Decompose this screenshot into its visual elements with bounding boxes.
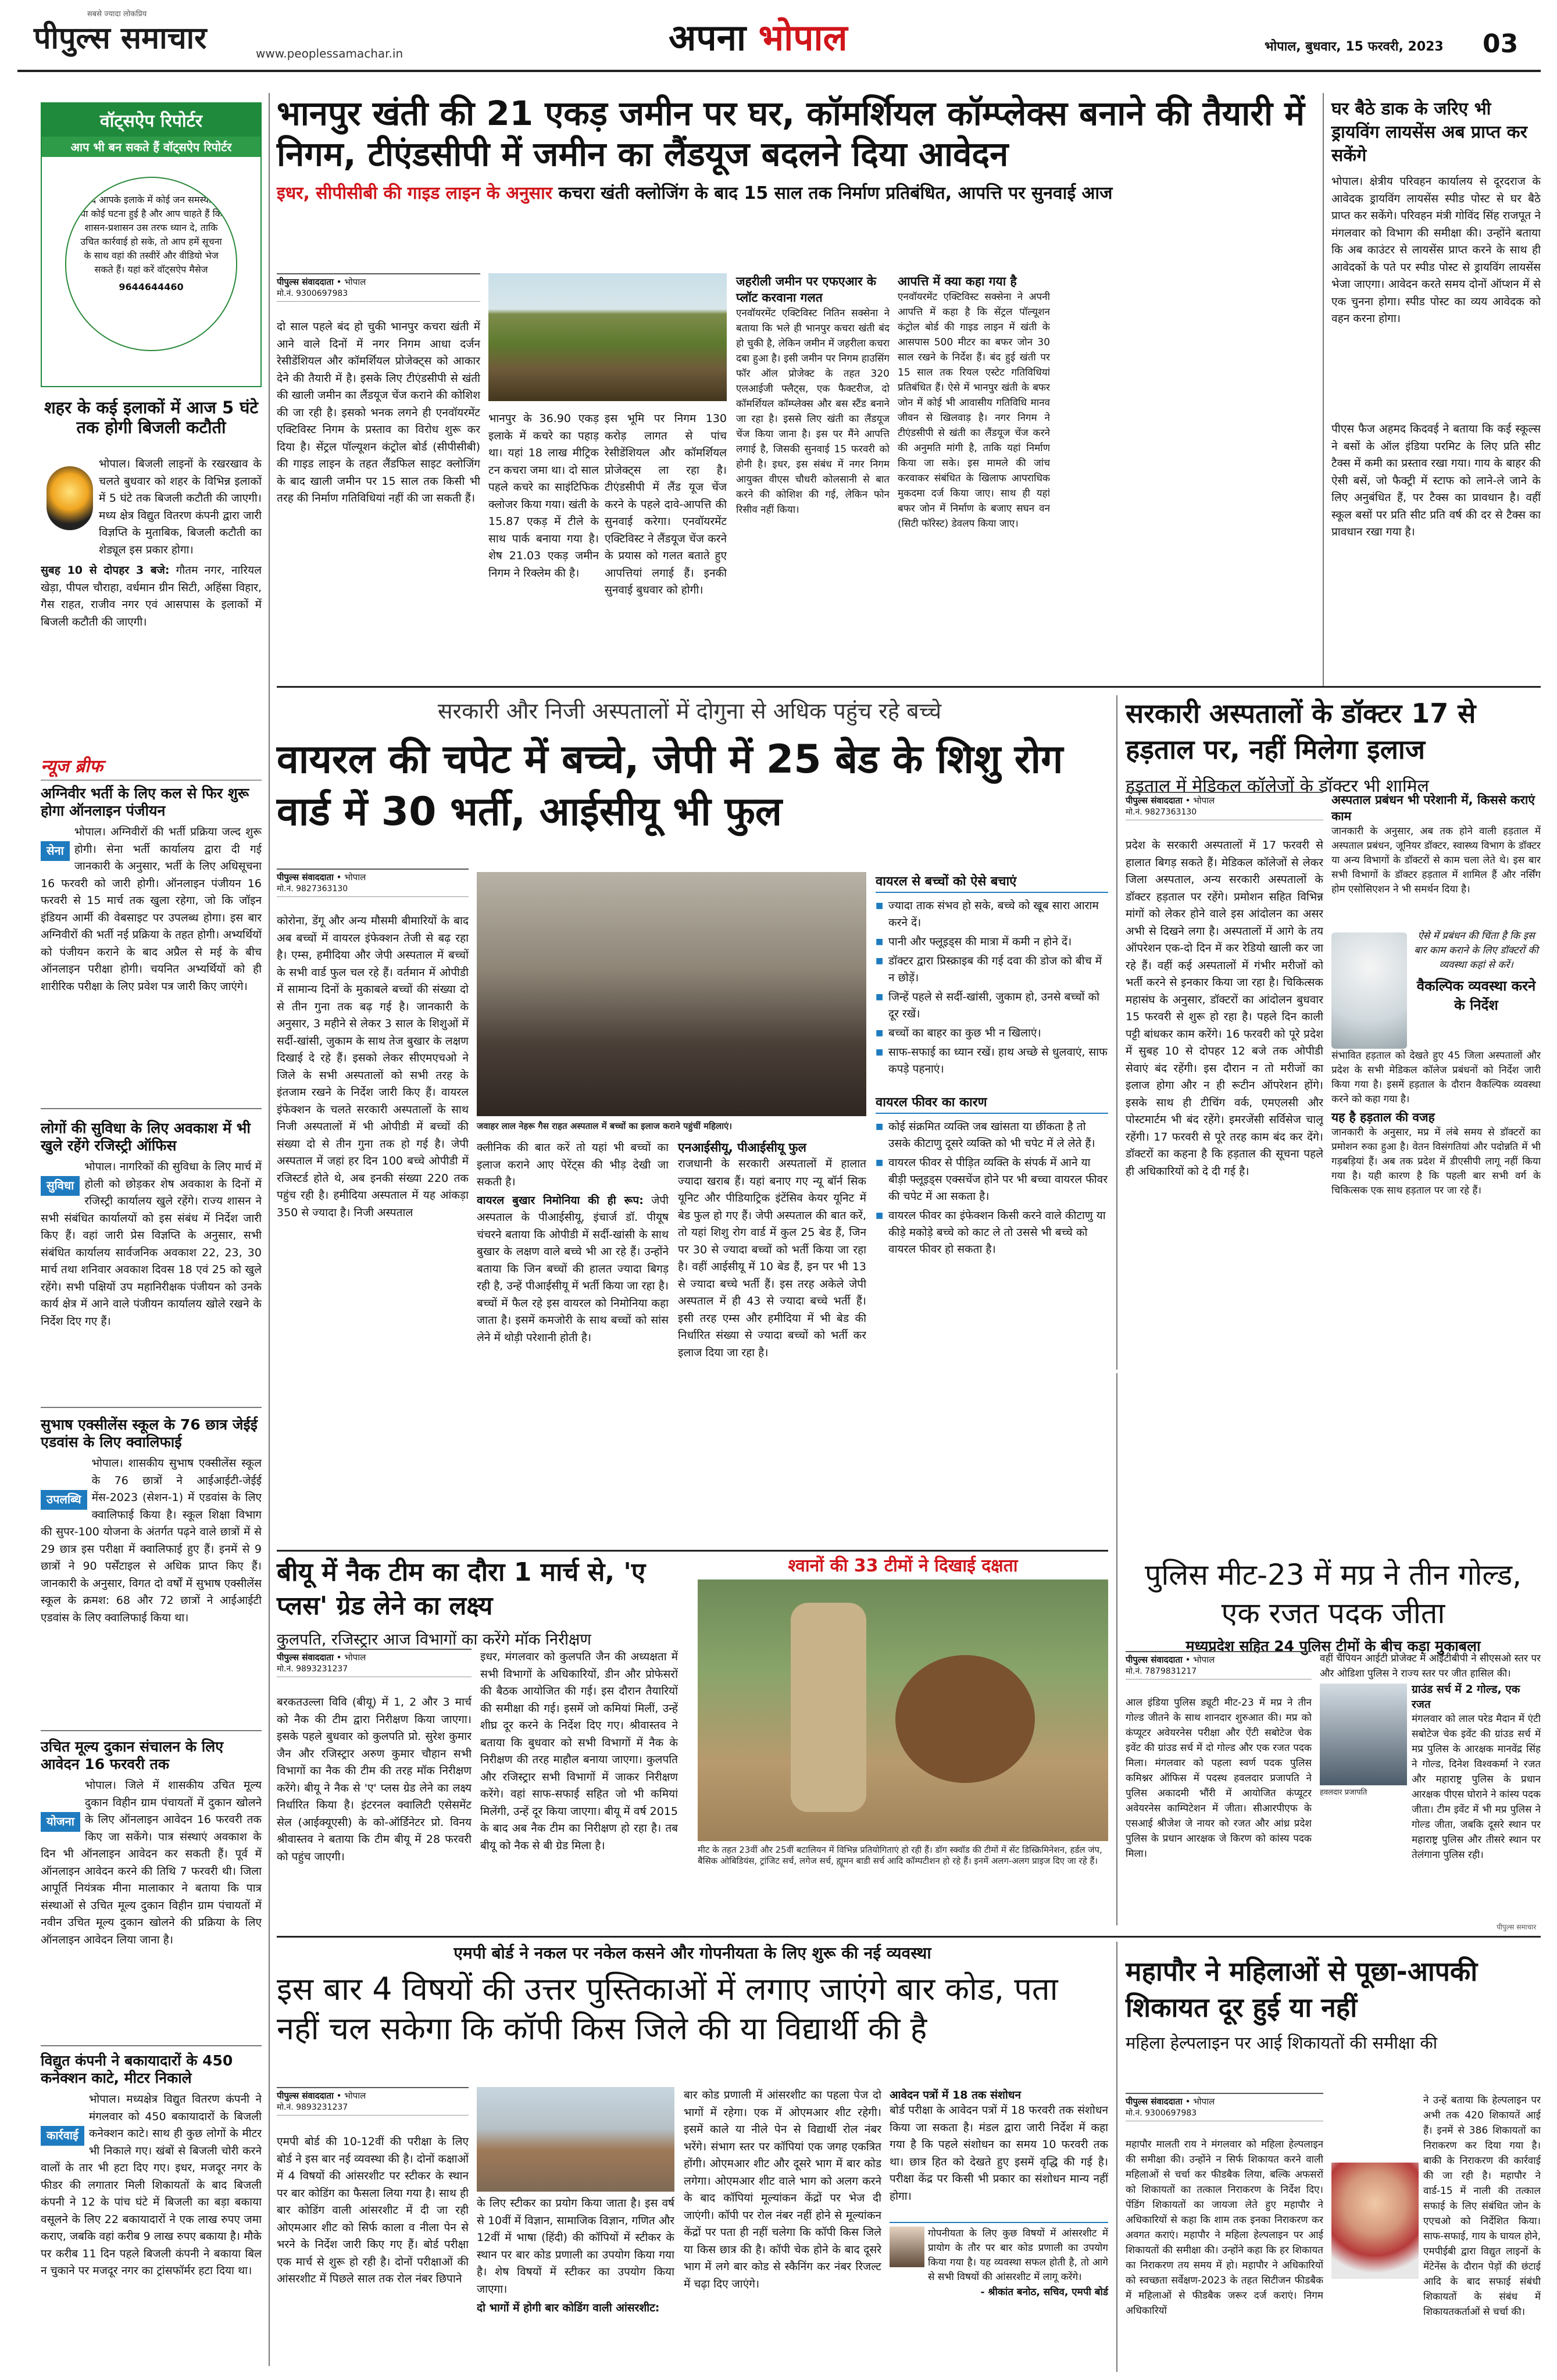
section-title (669, 17, 848, 58)
board-byline-mobile: मो.नं. 9893231237 (277, 2103, 348, 2112)
power-cut-time: सुबह 10 से दोपहर 3 बजे: (41, 564, 170, 577)
brief-registry-body (41, 1159, 262, 1403)
viral-tips-title: वायरल से बच्चों को ऐसे बचाएं (876, 872, 1108, 893)
brief-agniveer (41, 785, 262, 1105)
mayor-deck: महिला हेल्पलाइन पर आई शिकायतों की समीक्षा की (1126, 2033, 1438, 2053)
lead-col1: दो साल पहले बंद हो चुकी भानपुर कचरा खंती में आने वाले दिनों में नगर निगम आधा दर्जन रेसीडेंशियल और कॉमर्शियल प्रोजेक्ट्स को आकार देने की तैयारी में है। इसके लिए टीएंडसीपी से खंती की खाली जमीन का लैंडयूज चेंज कराने की कोशिश की जा रही है। इसको भनक लगने ही एनवॉयरमेंट एक्टिविस्ट निगम के प्रस्ताव का विरोध शुरू कर दिया है। सेंट्रल पॉल्यूशन कंट्रोल बोर्ड (सीपीसीबी) की गाइड लाइन के तहत लैंडफिल साइट क्लोजिंग के बाद खाली जमीन पर 15 साल तक किसी भी तरह की निर्माण गतिविधियां नहीं की जा सकती हैं। (277, 320, 480, 505)
lead-byline-city: भोपाल (344, 277, 366, 287)
viral-byline-mobile: मो.नं. 9827363130 (277, 884, 348, 894)
lead-photo (488, 273, 727, 401)
viral-tip-item: ■ डॉक्टर द्वारा प्रिस्क्राइब की गई दवा की डोज को बीच में न छोड़ें। (876, 953, 1108, 987)
divider (41, 2045, 262, 2046)
viral-sub2: एनआईसीयू, पीआईसीयू फुल (678, 1141, 806, 1155)
lead-byline-mobile: मो.नं. 9300697983 (277, 289, 348, 298)
mayor-col2 (1331, 2093, 1541, 2372)
power-cut-story (41, 398, 262, 746)
dl-body2: पीएस फैज अहमद किदवई ने बताया कि कई स्कूल्स ने बसों के ऑल इंडिया परमिट के लिए प्रति सीट टैक्स में कमी का प्रस्ताव रखा गया। गाय के बाहर की ऐसी बसें, जो फैक्ट्री में स्टाफ को लाने-ले जाने के लिए अनुबंधित हैं, पर टैक्स का प्रावधान है। वहीं स्कूल बसों पर प्रति सीट प्रति वर्ष की दर से टैक्स का प्रावधान रखा गया है। (1331, 423, 1541, 538)
viral-causes-title: वायरल फीवर का कारण (876, 1093, 1108, 1114)
viral-cause-item: ■ वायरल फीवर से पीड़ित व्यक्ति के संपर्क में आने या बीड़ी फ्लूइड्स एक्सचेंज होने पर भी बच्चा वायरल फीवर की चपेट में आ सकता है। (876, 1155, 1108, 1205)
brief-registry (41, 1120, 262, 1405)
police-photo-caption: हवलदार प्रजापति (1320, 1788, 1367, 1797)
brief-subhash (41, 1416, 262, 1724)
dl-body: भोपाल। क्षेत्रीय परिवहन कार्यालय से दूरदराज के आवेदक ड्रायविंग लायसेंस स्पीड पोस्ट से घर बैठे प्राप्त कर सकेंगे। परिवहन मंत्री गोविंद सिंह राजपूत ने मंगलवार को विभाग की समीक्षा की। उन्होंने बताया कि अब काउंटर से लायसेंस प्राप्त करने के साथ ही आवेदकों के पते पर स्पीड पोस्ट से ड्रायविंग लायसेंस भेजा जाएगा। आवेदन करते समय दोनों ऑप्शन में से एक चुनना होगा। स्पीड पोस्ट का व्यय आवेदक को वहन करना होगा। (1331, 175, 1541, 325)
strike-sub3: यह है हड़ताल की वजह (1331, 1110, 1435, 1124)
strike-col4-text: जानकारी के अनुसार, मप्र में लंबे समय से डॉक्टरों का प्रमोशन रुका हुआ है। वेतन विसंगतियां और पदोन्नति में भी गड़बड़ियां हैं। अब तक प्रदेश में डीएसीपी लागू नहीं किया गया है। यही कारण है कि पहली बार सभी वर्ग के चिकित्सक एक साथ हड़ताल पर जा रहे हैं। (1331, 1127, 1541, 1196)
viral-tip-item: ■ पानी और फ्लूइड्स की मात्रा में कमी न होने दें। (876, 934, 1108, 950)
divider (41, 1407, 262, 1408)
brief-electricity-title: विद्युत कंपनी ने बकायादारों के 450 कनेक्शन काटे, मीटर निकाले (41, 2052, 233, 2086)
board-quote-by: - श्रीकांत बनोठ, सचिव, एमपी बोर्ड (980, 2286, 1108, 2298)
police-col1: आल इंडिया पुलिस ड्यूटी मीट-23 में मप्र ने तीन गोल्ड जीतने के साथ शानदार शुरुआत की। मप्र को कंप्यूटर अवेयरनेस परीक्षा और ऐंटी सबोटेज चेक इवेंट की ग्रांउड सर्च में दो गोल्ड और एक रजत पदक मिला। मंगलवार को पहला स्वर्ण पदक पुलिस कमिश्नर ऑफिस में पदस्थ हवलदार प्रजापति ने पुलिस अकादमी भौंरी में आयोजित कंप्यूटर अवेयरनेस काम्पिटेशन में जीता। सीआरपीएफ के एसआई श्रीजेश जे नायर को रजत और आंध्र प्रदेश पुलिस के प्रधान आरक्षक जे किरण को कांस्य पदक मिला। (1126, 1697, 1312, 1860)
dl-headline: घर बैठे डाक के जरिए भी ड्रायविंग लायसेंस अब प्राप्त कर सकेंगे (1331, 99, 1527, 166)
lead-deck-red: इधर, सीपीसीबी की गाइड लाइन के अनुसार (277, 183, 552, 203)
viral-tips-box (876, 872, 1108, 1541)
viral-sub1: वायरल बुखार निमोनिया की ही रूप: (477, 1193, 644, 1207)
viral-col2b-text: जेपी अस्पताल के पीआईसीयू, इंचार्ज डॉ. पीयूष चंचरने बताया कि ओपीडी में सर्दी-खांसी के साथ बुखार के लक्षण वाले बच्चे भी आ रहे हैं। उन्होंने बताया कि जिन बच्चों की हालत ज्यादा बिगड़ रही है, उन्हें पीआईसीयू में भर्ती किया जा रहा है। बच्चों में फैल रहे इस वायरल को निमोनिया कहा जाता है। इसमें कमजोरी के साथ बच्चों को सांस लेने में थोड़ी परेशानी होती है। (477, 1193, 669, 1344)
board-byline: पीपुल्स संवाददाता • भोपाल मो.नं. 9893231237 (277, 2087, 469, 2115)
lead-sub2: आपत्ति में क्या कहा गया है (898, 274, 1017, 288)
dateline: भोपाल, बुधवार, 15 फरवरी, 2023 (1265, 40, 1444, 54)
brief-ration-body (41, 1777, 262, 2033)
column-rule (269, 93, 270, 2366)
board-col1: एमपी बोर्ड की 10-12वीं की परीक्षा के लिए बोर्ड ने इस बार नई व्यवस्था की है। दोनों कक्षाओं में 4 विषयों की आंसरशीट पर स्टीकर के स्थान पर बार कोडिंग का फैसला लिया गया है। साथ ही बार कोडिंग वाली आंसरशीट में दी जा रही ओएमआर शीट को सिर्फ काला व नीला पेन से भरने के निर्देश जारी किए गए हैं। बोर्ड परीक्षा एक मार्च से शुरू हो रही है। दोनों परीक्षाओं की आंसरशीट में पिछले साल तक रोल नंबर छिपाने (277, 2135, 469, 2285)
viral-col1: कोरोना, डेंगू और अन्य मौसमी बीमारियों के बाद अब बच्चों में वायरल इंफेक्शन तेजी से बढ़ रहा है। एम्स, हमीदिया और जेपी अस्पताल में बच्चों के सभी वार्ड फुल चल रहे हैं। वर्तमान में ओपीडी में सामान्य दिनों के मुकाबले बच्चों की संख्या दो से तीन गुना तक बढ़ गई है। जानकारी के अनुसार, 3 महीने से लेकर 3 साल के शिशुओं में सर्दी-खांसी, जुकाम के साथ तेज बुखार के लक्षण दिखाई दे रहे हैं। इसको लेकर सीएमएचओ ने जिले के सभी अस्पतालों को सभी तरह के इंतजाम रखने के निर्देश जारी किए हैं। वायरल इंफेक्शन के चलते सरकारी अस्पतालों के साथ निजी अस्पतालों में भी ओपीडी में बच्चों की संख्या दो से तीन गुना तक हो गई है। जेपी अस्पताल में जहां हर दिन 100 बच्चे ओपीडी में रजिस्टर्ड होते थे, अब इनकी संख्या 220 तक पहुंच रही है। हमीदिया अस्पताल में यह आंकड़ा 350 से ज्यादा है। निजी अस्पताल (277, 914, 469, 1219)
board-col2 (477, 2087, 674, 2372)
board-sub1: दो भागों में होगी बार कोडिंग वाली आंसरशीट: (477, 2302, 660, 2314)
bu-col2: इधर, मंगलवार को कुलपति जैन की अध्यक्षता में सभी विभागों के अधिकारियों, डीन और प्रोफेसरों की बैठक आयोजित की गई। इस दौरान तैयारियों की समीक्षा की गई। इसमें जो कमियां मिलीं, उन्हें शीघ्र दूर करने के निर्देश दिए गए। श्रीवास्तव ने बताया कि बुधवार को सभी विभागों में नैक के निरीक्षण की तरह माहौल बनाया जाएगा। कुलपति और रजिस्ट्रार सभी विभागों में जाकर निरीक्षण करेंगे। वहां साफ-सफाई सहित जो भी कमियां मिलेंगी, उन्हें दूर किया जाएगा। बीयू में वर्ष 2015 के बाद अब नैक टीम का निरीक्षण हो रहा है। तब बीयू को नैक से बी ग्रेड मिला है। (480, 1650, 678, 1852)
viral-cause-item: ■ कोई संक्रमित व्यक्ति जब खांसता या छींकता है तो उसके कीटाणु दूसरे व्यक्ति को भी चपेट में ले लेते हैं। (876, 1118, 1108, 1152)
board-quote-box (890, 2222, 1108, 2298)
viral-byline-name: पीपुल्स संवाददाता (277, 872, 334, 882)
brief-electricity-text: भोपाल। मध्यक्षेत्र विद्युत वितरण कंपनी ने मंगलवार को 450 बकायादारों के बिजली कनेक्शन काटे। साथ ही कुछ लोगों के मीटर भी निकाले गए। खंबों से बिजली चोरी करने वालों के तार भी हटा दिए गए। इधर, मजदूर नगर के फीडर की लगातार मिली शिकायतों के बाद बिजली कंपनी ने 12 के पांच घंटे में बिजली का बड़ा बकाया वसूलने के लिए 22 बकायादारों ने एक लाख रुपए जमा कराए, जबकि वहां करीब 9 लाख रुपए बकाया है। मौके पर करीब 11 दिन पहले बिजली कंपनी ने बकाया बिल न चुकाने पर मजदूर नगर का ट्रांसफॉर्मर हटा दिया था। (41, 2093, 262, 2277)
lead-sub1: जहरीली जमीन पर एफएआर के प्लॉट करवाना गलत (736, 274, 877, 305)
board-col3 (890, 2087, 1108, 2372)
lead-col5 (898, 273, 1050, 657)
strike-col1: प्रदेश के सरकारी अस्पतालों में 17 फरवरी से हालात बिगड़ सकते हैं। मेडिकल कॉलेजों से लेकर जिला अस्पताल, अन्य सरकारी अस्पतालों के डॉक्टर हड़ताल पर रहेंगे। प्रमोशन सहित विभिन्न मांगों को लेकर होने वाले इस आंदोलन का असर अभी से दिखने लगा है। अस्पतालों में आगे के तय ऑपरेशन एक-दो दिन में कर रेडियो खाली कर जा रहे हैं। वहीं कई अस्पतालों में गंभीर मरीजों को भर्ती करने से इनकार किया जा रहा है। चिकित्सक महासंघ के अनुसार, डॉक्टरों का आंदोलन बुधवार 15 फरवरी से शुरू हो रहा है। पहले दिन काली पट्टी बांधकर काम करेंगे। 16 फरवरी को पूरे प्रदेश में सुबह 10 से दोपहर 12 बजे तक ओपीडी सेवाएं बंद रहेंगी। इस दौरान न तो मरीजों का इलाज होगा और न ही रूटीन ऑपरेशन होंगे। इसके साथ ही टीचिंग वर्क, एमएलसी और पोस्टमार्टम भी बंद रहेंगे। इमरजेंसी सर्विसेज चालू रहेंगी। 17 फरवरी से पूरे तरह काम बंद कर देंगे। डॉक्टरों का कहना है कि हड़ताल की सूचना पहले ही अधिकारियों को दे दी गई है। (1126, 839, 1323, 1178)
dogs-caption: मीट के तहत 23वीं और 25वीं बटालियन में विभिन्न प्रतियोगिताएं हो रही हैं। डॉग स्क्वॉड की टीमों में सेंट डिस्क्रिमिनेशन, हर्डल जंप, बैसिक ओबिडियंस, ट्रांजिट सर्च, लगेज सर्च, ह्यूमन बाडी सर्च आदि कॉम्पटीशन हो रहे हैं। इनमें अलग-अलग प्राइज दिए जा रहे हैं। (698, 1845, 1102, 1867)
police-byline-mobile: मो.नं. 7879831217 (1126, 1667, 1197, 1676)
brief-ration-tag: योजना (41, 1812, 80, 1832)
board-byline-name: पीपुल्स संवाददाता (277, 2090, 334, 2101)
lead-headline: भानपुर खंती की 21 एकड़ जमीन पर घर, कॉमर्शियल कॉम्प्लेक्स बनाने की तैयारी में निगम, टीएंडसीपी में जमीन का लैंडयूज बदलने दिया आवेदन (277, 94, 1305, 174)
brief-subhash-title: सुभाष एक्सीलेंस स्कूल के 76 छात्र जेईई एडवांस के लिए क्वालिफाई (41, 1416, 258, 1450)
police-col2-text: वहीं चैंपियन आईटी प्रोजेक्ट में आईटीबीपी ने सीएसओ स्तर पर और ओडिशा पुलिस ने राज्य स्तर पर जीत हासिल की। (1320, 1653, 1541, 1679)
board-quote: गोपनीयता के लिए कुछ विषयों में आंसरशीट में प्रायोग के तौर पर बार कोड प्रणाली का उपयोग किया गया है। यह व्यवस्था सफल होती है, तो आगे से सभी विषयों की आंसरशीट में लागू करेंगे। (928, 2228, 1108, 2283)
dogs-headline: श्वानों की 33 टीमों ने दिखाई दक्षता (788, 1556, 1018, 1576)
bu-byline-name: पीपुल्स संवाददाता (277, 1652, 334, 1663)
brief-agniveer-tag: सेना (41, 841, 70, 861)
mayor-col2-text: ने उन्हें बताया कि हेल्पलाइन पर अभी तक 420 शिकायतें आई हैं। इनमें से 386 शिकायतों का निराकरण कर दिया गया है। बाकी के निराकरण की कार्रवाई की जा रही है। महापौर ने वार्ड-15 में नाली की तत्काल सफाई के लिए संबंधित जोन के एएचओ को निर्देशित किया। साफ-सफाई, गाय के घायल होने, एमपीईबी द्वारा विद्युत लाइनों के मेंटेनेंस के दौरान पेड़ों की छंटाई आदि के बाद सफाई संबंधी शिकायतों के संबंध में शिकायतकर्ताओं से चर्चा की। (1423, 2095, 1541, 2318)
dl-story (1331, 98, 1541, 685)
strike-byline: पीपुल्स संवाददाता • भोपाल मो.नं. 9827363130 (1126, 792, 1323, 820)
brief-ration-text: भोपाल। जिले में शासकीय उचित मूल्य दुकान विहीन ग्राम पंचायतों में दुकान खोलने के लिए ऑनलाइन आवेदन 16 फरवरी तक किए जा सकेंगे। पात्र संस्थाएं अवकाश के दिन भी ऑनलाइन आवेदन कर सकती हैं। पूर्व में ऑनलाइन आवेदन करने की तिथि 7 फरवरी थी। जिला आपूर्ति नियंत्रक मीना मालाकार ने बताया कि पात्र संस्थाओं से उचित मूल्य दुकान विहीन ग्राम पंचायतों में नवीन उचित मूल्य दुकान खोलने की प्रक्रिया के लिए ऑनलाइन आवेदन लिया जाना है। (41, 1779, 262, 1946)
board-headline: इस बार 4 विषयों की उत्तर पुस्तिकाओं में लगाए जाएंगे बार कोड, पता नहीं चल सकेगा कि कॉपी किस जिले की या विद्यार्थी की है (277, 1971, 1058, 2047)
police-byline-name: पीपुल्स संवाददाता (1126, 1654, 1183, 1665)
viral-col2 (477, 1139, 669, 1546)
brief-registry-tag: सुविधा (41, 1176, 80, 1196)
police-photo (1320, 1684, 1407, 1797)
viral-tip-item: ■ साफ-सफाई का ध्यान रखें। हाथ अच्छे से धुलवाएं, साफ कपड़े पहनाएं। (876, 1044, 1108, 1078)
strike-sub2: वैकल्पिक व्यवस्था करने के निर्देश (1416, 978, 1536, 1013)
viral-overline: सरकारी और निजी अस्पतालों में दोगुना से अधिक पहुंच रहे बच्चे (437, 698, 942, 724)
strike-byline-name: पीपुल्स संवाददाता (1126, 795, 1183, 806)
mayor-byline: पीपुल्स संवाददाता • भोपाल मो.नं. 9300697983 (1126, 2093, 1323, 2121)
police-headline: पुलिस मीट-23 में मप्र ने तीन गोल्ड, एक रजत पदक जीता (1144, 1558, 1522, 1630)
strike-col3-text: संभावित हड़ताल को देखते हुए 45 जिला अस्पतालों और प्रदेश के सभी मेडिकल कॉलेज प्रबंधनों को निर्देश जारी किया गया है। इसमें हड़ताल के दौरान वैकल्पिक व्यवस्था करने को कहा गया है। (1331, 1050, 1541, 1105)
power-cut-headline: शहर के कई इलाकों में आज 5 घंटे तक होगी बिजली कटौती (44, 398, 259, 438)
board-sub2: आवेदन पत्रों में 18 तक संशोधन (890, 2089, 1022, 2102)
viral-byline: पीपुल्स संवाददाता • भोपाल मो.नं. 9827363130 (277, 869, 469, 897)
viral-photo (477, 872, 866, 1116)
brief-agniveer-text: भोपाल। अग्निवीरों की भर्ती प्रक्रिया जल्द शुरू होगी। सेना भर्ती कार्यालय द्वारा दी गई जानकारी के अनुसार, भर्ती के लिए अधिसूचना 16 फरवरी को जारी होगी। ऑनलाइन पंजीयन 16 फरवरी से 15 मार्च तक खुला रहेगा, जो कि जॉइन इंडियन आर्मी की वेबसाइट पर उपलब्ध होगा। इस बार अग्निवीरों की भर्ती नई प्रक्रिया के तहत होगी। अभ्यर्थियों को पंजीयन कराने के बाद अप्रैल से मई के बीच ऑनलाइन परीक्षा होगी। चयनित अभ्यर्थियों को ही शारीरिक परीक्षा के लिए प्रवेश पत्र जारी किए जाएंगे। (41, 826, 262, 993)
lead-deck-text: कचरा खंती क्लोजिंग के बाद 15 साल तक निर्माण प्रतिबंधित, आपत्ति पर सुनवाई आज (558, 183, 1113, 203)
viral-headline: वायरल की चपेट में बच्चे, जेपी में 25 बेड के शिशु रोग वार्ड में 30 भर्ती, आईसीयू भी फुल (277, 737, 1063, 835)
viral-col2-text: क्लीनिक की बात करें तो यहां भी बच्चों का इलाज कराने आए पेरेंट्स की भीड़ देखी जा सकती है। (477, 1141, 669, 1188)
brief-registry-text: भोपाल। नागरिकों की सुविधा के लिए मार्च में होली को छोड़कर शेष अवकाश के दिनों में रजिस्ट्री कार्यालय खुले रहेंगे। राज्य शासन ने सभी संबंधित कार्यालयों को इस संबंध में निर्देश जारी किए हैं। वहां जारी प्रेस विज्ञप्ति के अनुसार, सभी संबंधित कार्यालय सार्वजनिक अवकाश 22, 23, 30 मार्च तथा शनिवार अवकाश दिवस 18 एवं 25 को खुले रहेंगे। सभी पक्षियों उप महानिरीक्षक पंजीयन को उनके कार्य क्षेत्र में आने वाले पंजीयन कार्यालय खोले रखने के निर्देश दिए गए हैं। (41, 1160, 262, 1328)
section-rule (277, 686, 1541, 688)
divider (41, 1108, 262, 1109)
mayor-headline: महापौर ने महिलाओं से पूछा-आपकी शिकायत दूर हुई या नहीं (1126, 1956, 1478, 2023)
viral-col3 (678, 1139, 866, 1546)
news-brief-label: न्यूज ब्रीफ (41, 753, 262, 781)
viral-tip-item: ■ ज्यादा ताक संभव हो सके, बच्चे को खूब सारा आराम करने दें। (876, 898, 1108, 931)
brand-tagline: सबसे ज्यादा लोकप्रिय (87, 10, 147, 19)
mayor-col1: महापौर मालती राय ने मंगलवार को महिला हेल्पलाइन की समीक्षा की। उन्होंने न सिर्फ शिकायत करने वाली महिलाओं से चर्चा कर फीडबैक लिया, बल्कि अफसरों को शिकायतों का तत्काल निराकरण के निर्देश दिए। पेंडिंग शिकायतों का जायजा लेते हुए महापौर ने अधिकारियों से कहा कि शाम तक इनका निराकरण कर अवगत कराएं। महापौर ने महिला हेल्पलाइन पर आई शिकायतों की समीक्षा की। उन्होंने कहा कि हर शिकायत का निराकरण तय समय में हो। महापौर ने अधिकारियों को स्वच्छता सर्वेक्षण-2023 के तहत सिटीजन फीडबैक में महिलाओं से फीडबैक जरूर दर्ज कराएं। निगम अधिकारियों (1126, 2139, 1323, 2317)
page-number: 03 (1483, 29, 1519, 59)
board-byline-city: भोपाल (344, 2090, 366, 2101)
mayor-byline-city: भोपाल (1193, 2096, 1215, 2107)
viral-caption: जवाहर लाल नेहरू गैस राहत अस्पताल में बच्चों का इलाज कराने पहुंचीं महिलाएं। (477, 1121, 733, 1131)
viral-byline-city: भोपाल (344, 872, 366, 882)
board-overline: एमपी बोर्ड ने नकल पर नकेल कसने और गोपनीयता के लिए शुरू की नई व्यवस्था (453, 1943, 931, 1963)
brief-registry-title: लोगों की सुविधा के लिए अवकाश में भी खुले रहेंगे रजिस्ट्री ऑफिस (41, 1120, 251, 1154)
column-rule (1116, 1942, 1117, 2372)
power-cut-body-text: भोपाल। बिजली लाइनों के रखरखाव के चलते बुधवार को शहर के विभिन्न इलाकों में 5 घंटे तक बिजली कटौती की जाएगी। मध्य क्षेत्र विद्युत वितरण कंपनी द्वारा जारी विज्ञप्ति के मुताबिक, बिजली कटौती का शेड्यूल इस प्रकार होगा। (99, 458, 262, 556)
section-rule (277, 1936, 1541, 1938)
police-byline-city: भोपाल (1193, 1654, 1215, 1665)
mayor-photo (1331, 2163, 1419, 2279)
board-col3-text: बोर्ड परीक्षा के आवेदन पत्रों में 18 फरवरी तक संशोधन किया जा सकता है। मंडल द्वारा जारी निर्देश में कहा गया है कि पहले संशोधन का समय 10 फरवरी तक था। छात्र हित को देखते हुए इसमें वृद्धि की गई है। परीक्षा केंद्र पर किसी भी प्रकार का संशोधन मान्य नहीं होगा। (890, 2104, 1108, 2203)
brief-subhash-tag: उपलब्धि (41, 1490, 87, 1510)
dogs-story (698, 1556, 1108, 1928)
doctor-photo (1331, 932, 1407, 1049)
bu-byline: पीपुल्स संवाददाता • भोपाल मो.नं. 9893231237 (277, 1649, 472, 1677)
board-col2b: बार कोड प्रणाली में आंसरशीट का पहला पेज दो भागों में रहेगा। एक में ओएमआर शीट रहेगी। इसमें काले या नीले पेन से विद्यार्थी रोल नंबर भरेंगे। संभाग स्तर पर कॉपियां एक जगह एकत्रित होंगी। ओएमआर शीट और दूसरे भाग में बार कोड लगेगा। ओएमआर शीट वाले भाग को अलग करने के बाद कॉपियां मूल्यांकन केंद्रों पर भेज दी जाएंगी। कॉपी पर रोल नंबर नहीं होने से मूल्यांकन केंद्रों पर पता ही नहीं चलेगा कि कॉपी किस जिले या किस छात्र की है। कॉपी चेक होने के बाद दूसरे भाग में लगे बार कोड से स्कैनिंग कर नंबर रिजल्ट में चढ़ा दिए जाएंगे। (684, 2089, 881, 2290)
dogs-photo (698, 1579, 1108, 1841)
police-byline: पीपुल्स संवाददाता • भोपाल मो.नं. 7879831217 (1126, 1651, 1312, 1679)
brief-subhash-text: भोपाल। शासकीय सुभाष एक्सीलेंस स्कूल के 76 छात्रों ने आईआईटी-जेईई मेंस-2023 (सेशन-1) में एडवांस के लिए क्वालिफाई किया है। स्कूल शिक्षा विभाग की सुपर-100 योजना के अंतर्गत पढ़ने वाले छात्रों में से 29 छात्र इस परीक्षा में क्वालिफाई हुए हैं। इनमें से 9 छात्रों ने 90 पर्सेंटाइल से अधिक प्राप्त किए हैं। जानकारी के अनुसार, विगत दो वर्षों में सुभाष एक्सीलेंस स्कूल के क्रमश: 68 और 72 छात्रों ने आईआईटी एडवांस के लिए क्वालिफाई किया था। (41, 1457, 262, 1624)
brief-agniveer-body (41, 824, 262, 1097)
viral-tip-item: ■ बच्चों का बाहर का कुछ भी न खिलाएं। (876, 1025, 1108, 1042)
strike-quote: ऐसे में प्रबंधन की चिंता है कि इस बार काम कराने के लिए डॉक्टरों की व्यवस्था कहां से करें। (1414, 930, 1538, 971)
lead-byline-name: पीपुल्स संवाददाता (277, 277, 334, 287)
lead-col2: भानपुर के 36.90 एकड़ इलाके में कचरे का पहाड़ था। यहां 18 लाख मीट्रिक टन कचरा जमा था। दो साल पहले कचरे का साइंटिफिक क्लोजर किया गया। खंती के 15.87 एकड़ में टीले के साथ पार्क बनाया गया है। शेष 21.03 एकड़ जमीन निगम ने रिक्लेम की है। (488, 412, 599, 580)
board-secretary-photo (890, 2227, 924, 2267)
masthead-rule (17, 70, 1541, 72)
lead-deck (277, 180, 1317, 204)
brief-agniveer-title: अग्निवीर भर्ती के लिए कल से फिर शुरू होगा ऑनलाइन पंजीयन (41, 785, 249, 819)
brief-electricity-tag: कार्रवाई (41, 2126, 84, 2146)
section-rule (277, 1550, 1108, 1552)
whatsapp-text: यदि आपके इलाके में कोई जन समस्या है या कोई घटना हुई है और आप चाहते हैं कि शासन-प्रशासन उस तरफ ध्यान दे, ताकि उचित कार्रवाई हो सके, तो आप हमें सूचना के साथ वहां की तस्वीरें और वीडियो भेज सकते हैं। यहां करें वॉट्सऐप मैसेज (80, 194, 223, 275)
brief-electricity (41, 2052, 262, 2366)
brand-name: पीपुल्स समाचार (34, 20, 207, 56)
police-deck: मध्यप्रदेश सहित 24 पुलिस टीमों के बीच कड़ा मुकाबला (1185, 1638, 1481, 1654)
lead-col4 (736, 273, 890, 657)
brief-ration (41, 1738, 262, 2040)
column-rule (1116, 695, 1117, 1370)
strike-byline-city: भोपाल (1193, 795, 1215, 806)
whatsapp-sub: आप भी बन सकते हैं वॉट्सऐप रिपोर्टर (42, 137, 260, 157)
strike-byline-mobile: मो.नं. 9827363130 (1126, 807, 1197, 817)
column-rule (1323, 93, 1324, 686)
power-cut-body (41, 456, 262, 632)
bu-headline: बीयू में नैक टीम का दौरा 1 मार्च से, 'ए प्लस' ग्रेड लेने का लक्ष्य (277, 1557, 646, 1621)
strike-sub1: अस्पताल प्रबंधन भी परेशानी में, किससे कराएं काम (1331, 793, 1535, 823)
police-credit: पीपुल्स समाचार (1497, 1923, 1537, 1931)
bu-deck: कुलपति, रजिस्ट्रार आज विभागों का करेंगे मॉक निरीक्षण (277, 1631, 591, 1649)
power-cut-areas: गौतम नगर, नारियल खेड़ा, पीपल चौराहा, वर्धमान ग्रीन सिटी, अहिंसा विहार, गैस राहत, राजीव नगर एवं आसपास के इलाकों में बिजली कटौती की जाएगी। (41, 564, 262, 628)
whatsapp-title: वॉट्सऐप रिपोर्टर (42, 103, 260, 137)
viral-col3-text: राजधानी के सरकारी अस्पतालों में हालात ज्यादा खराब हैं। यहां बनाए गए न्यू बॉर्न सिक यूनिट और पीडियाट्रिक इंटेंसिव केयर यूनिट में बेड फुल हो गए हैं। जेपी अस्पताल की बात करें, तो यहां शिशु रोग वार्ड में कुल 25 बेड हैं, जिन पर 30 से ज्यादा बच्चों को भर्ती किया जा रहा है। वहीं आईसीयू में 10 बेड हैं, इन पर भी 13 से ज्यादा बच्चे भर्ती हैं। इस तरह अकेले जेपी अस्पताल में ही 43 से ज्यादा बच्चे भर्ती हैं। इसी तरह एम्स और हमीदिया में भी बेड की निर्धारित संख्या से ज्यादा बच्चों को भर्ती कर इलाज दिया जा रहा है। (678, 1157, 866, 1359)
strike-headline: सरकारी अस्पतालों के डॉक्टर 17 से हड़ताल पर, नहीं मिलेगा इलाज (1126, 698, 1476, 765)
viral-tips-list (876, 898, 1108, 1078)
brief-ration-title: उचित मूल्य दुकान संचालन के लिए आवेदन 16 फरवरी तक (41, 1738, 224, 1773)
brief-subhash-body (41, 1455, 262, 1717)
whatsapp-phone[interactable]: 9644644460 (119, 281, 184, 292)
strike-deck: हड़ताल में मेडिकल कॉलेजों के डॉक्टर भी शामिल (1126, 776, 1429, 796)
masthead (0, 0, 1557, 70)
mayor-story (1126, 1953, 1541, 2104)
lead-col3: इस भूमि पर निगम 130 करोड़ लागत से पांच रेसीडेंशियल और कॉमर्शियल प्रोजेक्ट्स ला रहा है। टीएंडसीपी में लैंड यूज चेंज करने के पहले दावे-आपत्ति की सुनवाई करेगा। एनवॉयरमेंट एक्टिविस्ट ने लैंडयूज चेंज करने के प्रयास को गलत बताते हुए आपत्तियां लगाई हैं। इनकी सुनवाई बुधवार को होगी। (605, 412, 727, 596)
viral-tip-item: ■ जिन्हें पहले से सर्दी-खांसी, जुकाम हो, उनसे बच्चों को दूर रखें। (876, 989, 1108, 1023)
whatsapp-body (65, 177, 237, 351)
police-col3-text: मंगलवार को लाल परेड मैदान में एंटी सबोटेज चेक इवेंट की ग्रांउड सर्च में मप्र पुलिस के आरक्षक मानवेंद्र सिंह ने गोल्ड, दिनेश विश्वकर्मा ने रजत और महाराष्ट्र पुलिस के प्रधान आरक्षक पीएस घोराने ने कांस्य पदक जीता। टीम इवेंट में भी मप्र पुलिस ने गोल्ड जीता, जबकि दूसरे स्थान पर महाराष्ट्र पुलिस और तीसरे स्थान पर तेलंगाना पुलिस रही। (1412, 1713, 1541, 1861)
divider (41, 1730, 262, 1731)
board-col2-text: के लिए स्टीकर का प्रयोग किया जाता है। इस वर्ष से 10वीं में विज्ञान, सामाजिक विज्ञान, गणित और 12वीं में भाषा (हिंदी) की कॉपियों में स्टीकर के स्थान पर बार कोड प्रणाली का उपयोग किया गया है। शेष विषयों में स्टीकर का उपयोग किया जाएगा। (477, 2197, 674, 2296)
police-sub: ग्राउंड सर्च में 2 गोल्ड, एक रजत (1412, 1683, 1520, 1711)
bu-byline-city: भोपाल (344, 1652, 366, 1663)
strike-col2-text: जानकारी के अनुसार, अब तक होने वाली हड़ताल में अस्पताल प्रबंधन, जूनियर डॉक्टर, स्वास्थ्य विभाग के डॉक्टर या अन्य विभागों के डॉक्टरों से काम चला लेते थे। इस बार सभी विभागों के डॉक्टर हड़ताल में शामिल हैं और नर्सिंग होम एसोसिएशन ने भी समर्थन दिया है। (1331, 826, 1541, 895)
lead-col5-text: एनवॉयरमेंट एक्टिविस्ट सक्सेना ने अपनी आपत्ति में कहा है कि सेंट्रल पॉल्यूशन कंट्रोल बोर्ड की गाइड लाइन में खंती के आसपास 500 मीटर का बफर जोन 30 साल रखने के निर्देश हैं। बंद हुई खंती पर 15 साल तक रियल एस्टेट गतिविधियां प्रतिबंधित हैं। ऐसे में भानपुर खंती के बफर जोन में कोई भी आवासीय गतिविधि मानव जीवन से खिलवाड़ है। नगर निगम ने टीएंडसीपी से खंती का लैंडयूज चेंज करने की अनुमति मांगी है, ताकि यहां निर्माण किया जा सके। इस मामले की जांच करवाकर संबंधित के खिलाफ आपराधिक मुकदमा दर्ज किया जाए। साथ ही यहां बफर जोन में निर्माण के बजाए सघन वन (सिटी फॉरेस्ट) डेवलप किया जाए। (898, 291, 1050, 530)
section-title-red: भोपाल (758, 16, 848, 59)
site-url[interactable]: www.peoplessamachar.in (256, 47, 403, 60)
board-photo (477, 2087, 674, 2192)
section-title-black: अपना (669, 16, 759, 59)
brand-logo (34, 16, 206, 57)
lead-col4-text: एनवॉयरमेंट एक्टिविस्ट नितिन सक्सेना ने बताया कि भले ही भानपुर कचरा खंती बंद हो चुकी है, लेकिन जमीन में जहरीला कचरा दबा हुआ है। इसी जमीन पर निगम हाउसिंग फॉर ऑल प्रोजेक्ट के तहत 320 एलआईजी फ्लैट्स, एक फैक्टरीज, दो कॉमर्शियल कॉम्प्लेक्स और बस स्टैंड बनाने जा रहा है। इससे लिए खंती का लैंडयूज चेंज किया जाना है। इस पर मैंने आपत्ति लगाई है, जिसकी सुनवाई 15 फरवरी को होनी है। इधर, इस संबंध में नगर निगम आयुक्त वीएस चौधरी कोलसानी से बात करने की कोशिश की गई, लेकिन फोन रिसीव नहीं किया। (736, 308, 890, 516)
whatsapp-reporter-box (41, 102, 262, 387)
lead-byline: पीपुल्स संवाददाता • भोपाल मो.नं. 9300697983 (277, 273, 480, 302)
viral-cause-item: ■ वायरल फीवर का इंफेक्शन किसी करने वाले कीटाणु या कीड़े मकोड़े बच्चे को काट ले तो उससे भी बच्चे को वायरल फीवर हो सकता है। (876, 1207, 1108, 1258)
bu-col1: बरकतउल्ला विवि (बीयू) में 1, 2 और 3 मार्च को नैक की टीम द्वारा निरीक्षण किया जाएगा। इसके पहले बुधवार को कुलपति प्रो. सुरेश कुमार जैन और रजिस्ट्रार अरुण कुमार चौहान सभी विभागों का नैक की टीम की तरह मॉक निरीक्षण करेंगे। बीयू ने नैक से 'ए' प्लस ग्रेड लेने का लक्ष्य निर्धारित किया है। इंटरनल क्वालिटी एसेसमेंट सेल (आईक्यूएसी) के को-ऑर्डिनेटर प्रो. विनय श्रीवास्तव ने बताया कि टीम बीयू में 28 फरवरी को पहुंच जाएगी। (277, 1696, 472, 1863)
bu-byline-mobile: मो.नं. 9893231237 (277, 1664, 348, 1674)
mayor-byline-name: पीपुल्स संवाददाता (1126, 2096, 1183, 2107)
viral-causes-list (876, 1118, 1108, 1258)
brief-electricity-body (41, 2091, 262, 2358)
strike-col2 (1331, 792, 1541, 1361)
police-col2 (1320, 1651, 1541, 1924)
mayor-byline-mobile: मो.नं. 9300697983 (1126, 2109, 1197, 2118)
